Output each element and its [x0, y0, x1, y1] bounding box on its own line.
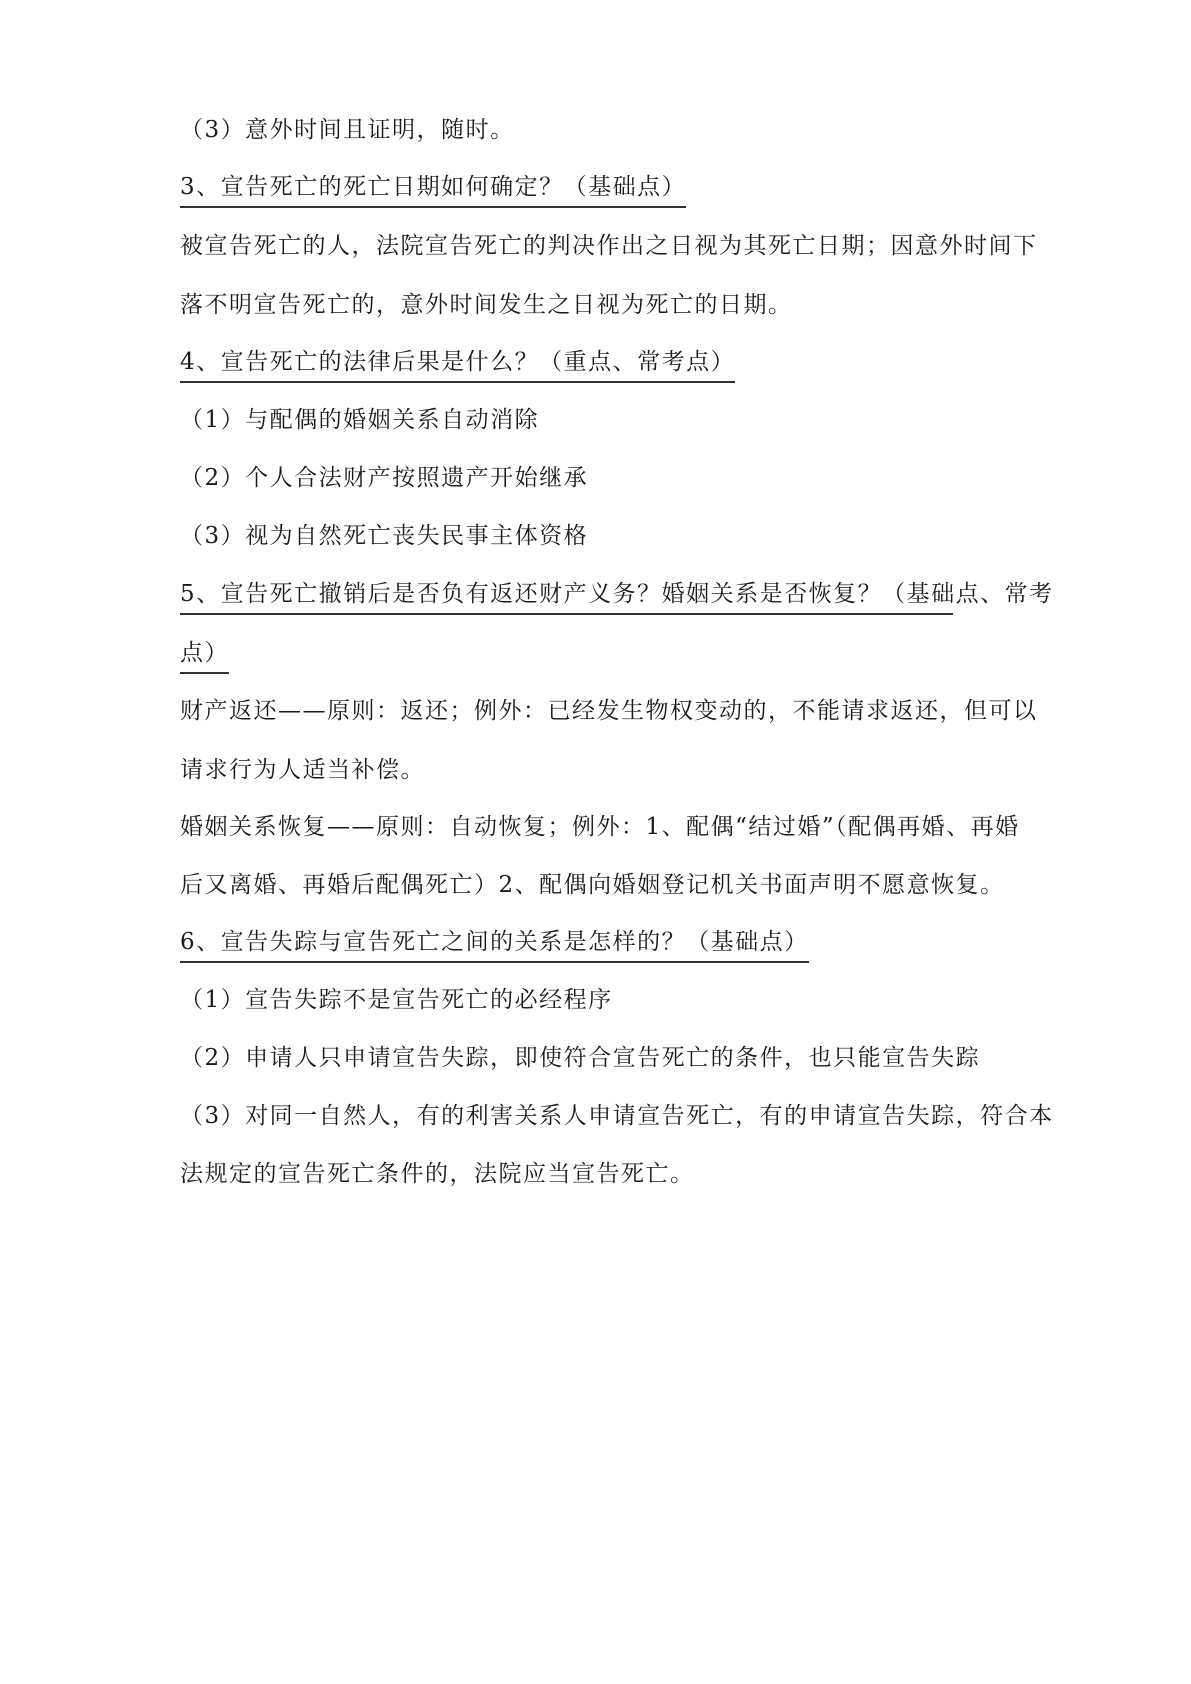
paragraph: 后又离婚、再婚后配偶死亡）2、配偶向婚姻登记机关书面声明不愿意恢复。: [180, 872, 1005, 898]
list-item: （3）视为自然死亡丧失民事主体资格: [180, 523, 589, 549]
paragraph: 被宣告死亡的人，法院宣告死亡的判决作出之日视为其死亡日期；因意外时间下: [180, 233, 1038, 259]
section-3-heading: 3、宣告死亡的死亡日期如何确定？（基础点）: [180, 172, 686, 208]
section-4-heading: 4、宣告死亡的法律后果是什么？（重点、常考点）: [180, 347, 735, 383]
list-item: 法规定的宣告死亡条件的，法院应当宣告死亡。: [180, 1161, 695, 1187]
list-item: （3）对同一自然人，有的利害关系人申请宣告死亡，有的申请宣告失踪，符合本: [180, 1103, 1054, 1129]
list-item: （2）申请人只申请宣告失踪，即使符合宣告死亡的条件，也只能宣告失踪: [180, 1045, 981, 1071]
section-5-heading: 5、宣告死亡撤销后是否负有返还财产义务？婚姻关系是否恢复？（基础点、常考: [180, 579, 953, 615]
paragraph: 财产返还——原则：返还；例外：已经发生物权变动的，不能请求返还，但可以: [180, 698, 1038, 724]
list-item-3: （3）意外时间且证明，随时。: [180, 117, 515, 143]
section-6-heading: 6、宣告失踪与宣告死亡之间的关系是怎样的？（基础点）: [180, 927, 809, 963]
paragraph: 请求行为人适当补偿。: [180, 757, 425, 783]
list-item: （2）个人合法财产按照遗产开始继承: [180, 465, 589, 491]
paragraph: 落不明宣告死亡的，意外时间发生之日视为死亡的日期。: [180, 292, 793, 318]
list-item: （1）宣告失踪不是宣告死亡的必经程序: [180, 987, 613, 1013]
list-item: （1）与配偶的婚姻关系自动消除: [180, 407, 540, 433]
paragraph: 婚姻关系恢复——原则：自动恢复；例外：1、配偶“结过婚”（配偶再婚、再婚: [180, 814, 1020, 840]
section-5-heading-continued: 点）: [180, 638, 229, 674]
